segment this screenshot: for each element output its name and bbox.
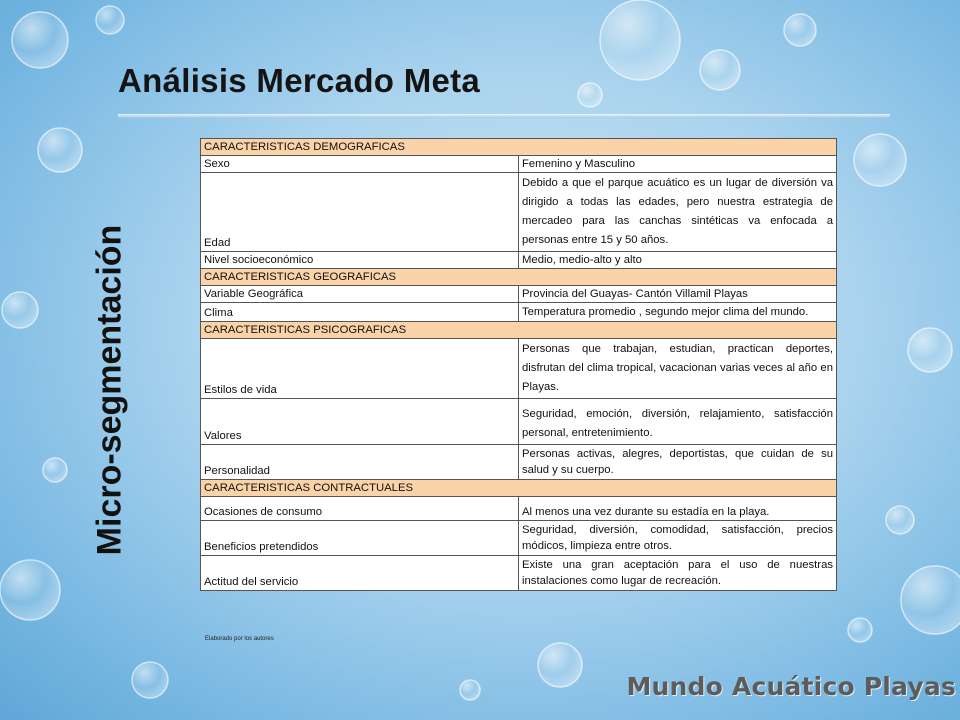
table-row: [201, 173, 837, 252]
table-row: [201, 497, 837, 521]
row-value: Temperatura promedio , segundo mejor clima del mundo.: [519, 303, 837, 322]
row-label: Edad: [201, 173, 519, 252]
row-label: Clima: [201, 303, 519, 322]
row-value: Personas que trabajan, estudian, practican deportes, disfrutan del clima tropical, vacacionan varias veces al año en Playas.: [519, 339, 837, 399]
table-row: [201, 556, 837, 591]
row-label: Estilos de vida: [201, 339, 519, 399]
table-row: [201, 269, 837, 286]
row-label: Beneficios pretendidos: [201, 521, 519, 556]
table-row: [201, 139, 837, 156]
segmentation-table: [200, 138, 837, 591]
table-row: [201, 156, 837, 173]
table-row: [201, 480, 837, 497]
row-label: Personalidad: [201, 445, 519, 480]
row-value: Personas activas, alegres, deportistas, que cuidan de su salud y su cuerpo.: [519, 445, 837, 480]
table-row: [201, 445, 837, 480]
row-value: Existe una gran aceptación para el uso de nuestras instalaciones como lugar de recreación.: [519, 556, 837, 591]
row-value: Medio, medio-alto y alto: [519, 252, 837, 269]
table-row: [201, 303, 837, 322]
table-row: [201, 252, 837, 269]
table-row: [201, 399, 837, 445]
section-header: CARACTERISTICAS PSICOGRAFICAS: [201, 322, 837, 339]
row-label: Sexo: [201, 156, 519, 173]
title-divider: [118, 114, 890, 118]
row-label: Actitud del servicio: [201, 556, 519, 591]
row-value: Seguridad, emoción, diversión, relajamiento, satisfacción personal, entretenimiento.: [519, 399, 837, 445]
section-header: CARACTERISTICAS CONTRACTUALES: [201, 480, 837, 497]
row-value: Femenino y Masculino: [519, 156, 837, 173]
row-value: Al menos una vez durante su estadía en la playa.: [519, 497, 837, 521]
source-note: Elaborado por los autores: [205, 636, 274, 642]
row-label: Valores: [201, 399, 519, 445]
page-title: Análisis Mercado Meta: [118, 62, 481, 99]
row-value: Provincia del Guayas- Cantón Villamil Playas: [519, 286, 837, 303]
row-label: Variable Geográfica: [201, 286, 519, 303]
side-title: Micro-segmentación: [90, 224, 129, 556]
table-row: [201, 322, 837, 339]
row-value: Seguridad, diversión, comodidad, satisfacción, precios módicos, limpieza entre otros.: [519, 521, 837, 556]
row-value: Debido a que el parque acuático es un lugar de diversión va dirigido a todas las edades, pero nuestra estrategia de mercadeo para las canchas sintéticas va enfocada a personas entre 15 y 50 años.: [519, 173, 837, 252]
row-label: Nivel socioeconómico: [201, 252, 519, 269]
table-row: [201, 521, 837, 556]
row-label: Ocasiones de consumo: [201, 497, 519, 521]
brand-logo-text: Mundo Acuático Playas: [626, 672, 956, 701]
section-header: CARACTERISTICAS DEMOGRAFICAS: [201, 139, 837, 156]
table-row: [201, 339, 837, 399]
section-header: CARACTERISTICAS GEOGRAFICAS: [201, 269, 837, 286]
table-row: [201, 286, 837, 303]
